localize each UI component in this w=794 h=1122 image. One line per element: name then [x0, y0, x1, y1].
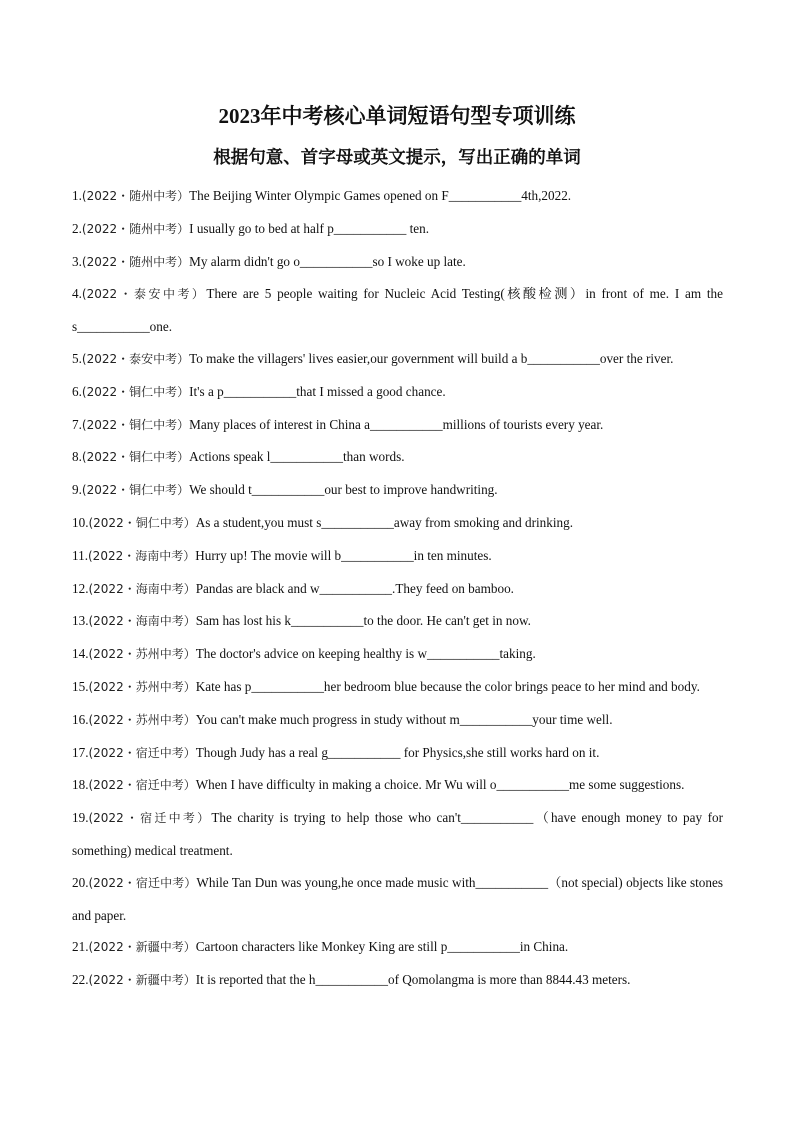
- question-text: Kate has p___________her bedroom blue because the color brings peace to her mind and body.: [195, 678, 700, 694]
- question-source: (2022・宿迁中考）: [88, 811, 212, 826]
- question-item: [72, 540, 723, 573]
- question-number: 14.: [72, 646, 89, 662]
- question-source: (2022・新疆中考）: [88, 940, 196, 955]
- question-number: 10.: [72, 514, 89, 530]
- question-item: [72, 180, 723, 213]
- question-number: 7.: [72, 416, 82, 432]
- question-number: 6.: [72, 383, 82, 399]
- question-number: 1.: [72, 188, 82, 203]
- question-list: [72, 180, 723, 997]
- question-text: The Beijing Winter Olympic Games opened on F___________4th,2022.: [189, 188, 572, 203]
- question-text: Hurry up! The movie will b___________in ten minutes.: [195, 547, 492, 563]
- question-text: There are 5 people waiting for Nucleic Acid Testing(核酸检测）in front of me. I am the s___________one.: [72, 286, 723, 335]
- question-item: [72, 769, 723, 802]
- question-text: My alarm didn't go o___________so I woke up late.: [189, 253, 466, 269]
- question-source: (2022・新疆中考）: [88, 973, 196, 988]
- question-item: [72, 573, 723, 606]
- question-item: [72, 246, 723, 279]
- question-source: (2022・海南中考）: [88, 548, 196, 563]
- question-source: (2022・泰安中考）: [81, 351, 190, 366]
- question-number: 5.: [72, 350, 82, 366]
- question-item: [72, 278, 723, 343]
- question-number: 19.: [72, 810, 89, 826]
- question-source: (2022・海南中考）: [88, 581, 196, 596]
- question-number: 3.: [72, 253, 82, 269]
- question-source: (2022・铜仁中考）: [81, 384, 190, 399]
- question-text: Actions speak l___________than words.: [189, 449, 405, 465]
- question-number: 4.: [72, 286, 82, 302]
- question-source: (2022・苏州中考）: [88, 647, 196, 662]
- question-text: You can't make much progress in study without m___________your time well.: [195, 711, 613, 727]
- question-source: (2022・铜仁中考）: [81, 483, 190, 498]
- question-item: [72, 931, 723, 964]
- question-text: We should t___________our best to improve handwriting.: [189, 482, 498, 498]
- question-text: Though Judy has a real g___________ for Physics,she still works hard on it.: [195, 744, 600, 760]
- question-item: [72, 409, 723, 442]
- question-source: (2022・随州中考）: [81, 221, 190, 236]
- question-item: [72, 376, 723, 409]
- question-text: The doctor's advice on keeping healthy is w___________taking.: [195, 646, 536, 662]
- question-text: It is reported that the h___________of Qomolangma is more than 8844.43 meters.: [195, 972, 631, 988]
- question-source: (2022・苏州中考）: [88, 712, 196, 727]
- question-item: [72, 964, 723, 997]
- question-number: 2.: [72, 220, 82, 236]
- question-text: Cartoon characters like Monkey King are still p___________in China.: [195, 939, 569, 955]
- question-source: (2022・海南中考）: [88, 614, 196, 629]
- question-number: 16.: [72, 711, 89, 727]
- question-item: [72, 867, 723, 932]
- question-number: 13.: [72, 613, 89, 629]
- question-item: [72, 605, 723, 638]
- question-item: [72, 507, 723, 540]
- question-text: I usually go to bed at half p___________ ten.: [189, 220, 430, 236]
- question-text: When I have difficulty in making a choice. Mr Wu will o___________me some suggestions.: [195, 777, 685, 793]
- question-text: As a student,you must s___________away from smoking and drinking.: [195, 514, 573, 530]
- question-source: (2022・随州中考）: [81, 189, 190, 203]
- question-number: 15.: [72, 678, 89, 694]
- question-text: The charity is trying to help those who can't___________（have enough money to pay for something) medical treatment.: [72, 810, 723, 858]
- question-source: (2022・铜仁中考）: [81, 417, 190, 432]
- question-item: [72, 737, 723, 770]
- question-source: (2022・宿迁中考）: [88, 875, 197, 890]
- question-text: Many places of interest in China a___________millions of tourists every year.: [189, 416, 604, 432]
- question-text: Pandas are black and w___________.They feed on bamboo.: [195, 580, 514, 596]
- question-item: [72, 802, 723, 867]
- question-number: 20.: [72, 874, 89, 890]
- question-source: (2022・苏州中考）: [88, 679, 196, 694]
- question-item: [72, 671, 723, 704]
- question-item: [72, 474, 723, 507]
- document-title: 2023年中考核心单词短语句型专项训练: [218, 104, 576, 128]
- question-item: [72, 343, 723, 376]
- question-source: (2022・铜仁中考）: [88, 515, 196, 530]
- question-number: 8.: [72, 449, 82, 465]
- question-number: 11.: [72, 547, 88, 563]
- question-source: (2022・随州中考）: [81, 254, 190, 269]
- question-source: (2022・铜仁中考）: [81, 450, 190, 465]
- question-source: (2022・泰安中考）: [81, 287, 207, 302]
- question-source: (2022・宿迁中考）: [88, 778, 196, 793]
- question-number: 12.: [72, 580, 89, 596]
- question-text: While Tan Dun was young,he once made music with___________（not special) objects like stones and paper.: [72, 874, 723, 923]
- section-instruction: 根据句意、首字母或英文提示，写出正确的单词: [213, 147, 581, 167]
- question-number: 9.: [72, 482, 82, 498]
- question-source: (2022・宿迁中考）: [88, 745, 196, 760]
- question-item: [72, 704, 723, 737]
- question-number: 18.: [72, 777, 89, 793]
- question-item: [72, 638, 723, 671]
- question-text: Sam has lost his k___________to the door. He can't get in now.: [195, 613, 531, 629]
- question-text: To make the villagers' lives easier,our government will build a b___________over the river.: [189, 350, 674, 366]
- question-item: [72, 213, 723, 246]
- question-number: 17.: [72, 744, 89, 760]
- question-item: [72, 441, 723, 474]
- question-number: 22.: [72, 972, 89, 988]
- question-text: It's a p___________that I missed a good chance.: [189, 383, 446, 399]
- question-number: 21.: [72, 939, 89, 955]
